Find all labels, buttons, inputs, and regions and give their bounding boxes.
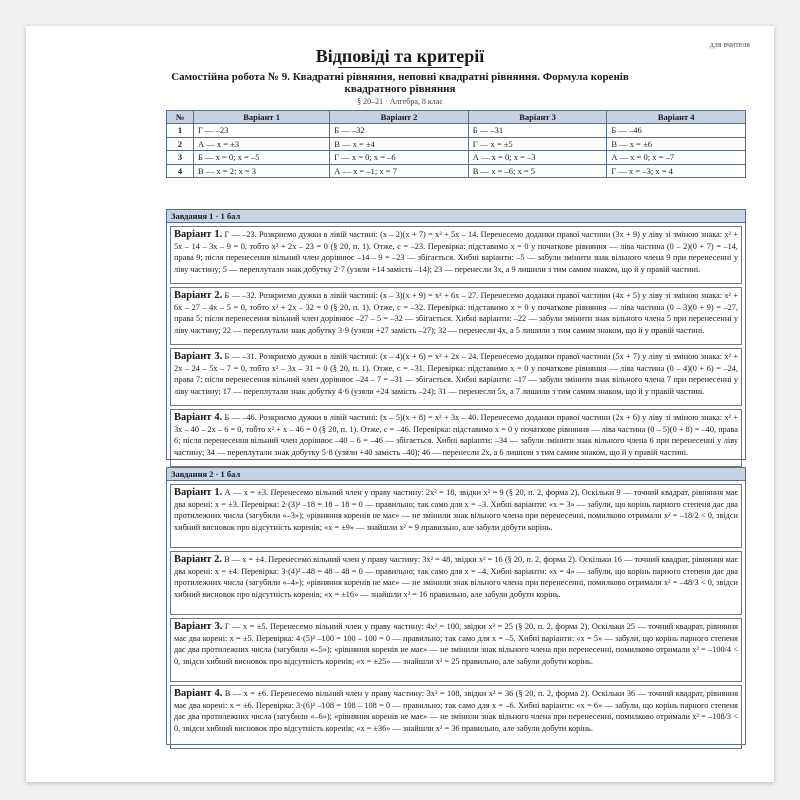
variant-explanation: Б — –46. Розкриємо дужки в лівій частині: (x – 5)(x + 8) = x² + 3x – 40. Перенесемо доданки правої частини (2x + 6) у ліву зі зміною знака: x² + 3x – 40 – 2x – 6 = 0, тобто x² + x – 46 = 0 (§ 20, п. 1). Отже, c = –46. Перевірка: підставимо x = 0 у початкове рівняння — ліва частина (0 – 5)(0 + 8) = –40, права 6; після перенесення вільний член дорівнює –40 – 6 = –46 — збігається. Хибні варіанти: –34 — забули змінити знак вільного члена 6 при перенесенні у ліву частину; 34 — переплутали знак добутку 5·8 (узяли +40 замість –40); 46 — перенесли 2x, а 6 лишили з тим самим знаком, що й у правій частині. [174,413,739,457]
variant-label: Варіант 4. [174,688,223,699]
variant-label: Варіант 1. [174,487,223,498]
column-header-number: № [167,111,194,124]
task-2-section [166,467,746,745]
variant-explanation: А — x = ±3. Перенесемо вільний член у праву частину: 2x² = 18, звідки x² = 9 (§ 20, п. 2, форма 2). Оскільки 9 — точний квадрат, рівняння має два корені: x = ±3. Перевірка: 2·(3)² –18 = 18 – 18 = 0 — правильно; так само для x = –3. Хибні варіанти: «x = 3» — забули, що корінь парного степеня дає два протилежних числа (загубили «–3»); «рівняння коренів не має» — не змінили знак вільного члена при перенесенні, помилково отримали x² = –18/2 < 0, звідси хибний висновок про відсутність коренів; «x = ±9» — знайшли x² = 9 правильно, але забули добути корінь. [174,488,739,532]
table-cell: В — x = ±6 [607,137,746,151]
table-cell: В — x = –6; x = 5 [468,164,607,178]
task-1-section [166,209,746,460]
table-cell: Г — x = 0; x = –6 [330,151,469,165]
variant-label: Варіант 3. [174,351,223,362]
task-2-header: Завдання 2 · 1 бал [167,468,745,481]
task-1-variant-1 [170,226,742,284]
column-header-variant-1: Варіант 1 [194,111,330,124]
task-2-variant-2 [170,551,742,615]
table-cell: В — x = ±4 [330,137,469,151]
variant-label: Варіант 2. [174,290,223,301]
table-cell: Б — –32 [330,124,469,138]
column-header-variant-2: Варіант 2 [330,111,469,124]
column-header-variant-4: Варіант 4 [607,111,746,124]
answer-table [166,110,746,178]
table-cell: В — x = 2; x = 3 [194,164,330,178]
table-cell: А — x = 0; x = –7 [607,151,746,165]
table-cell: Б — –46 [607,124,746,138]
variant-explanation: Г — x = ±5. Перенесемо вільний член у праву частину: 4x² = 100, звідки x² = 25 (§ 20, п. 2, форма 2). Оскільки 25 — точний квадрат, рівняння має два корені: x = ±5. Перевірка: 4·(5)² –100 = 100 – 100 = 0 — правильно; так само для x = –5. Хибні варіанти: «x = 5» — забули, що корінь парного степеня дає два протилежних числа (загубили «–5»); «рівняння коренів не має» — не змінили знак вільного члена при перенесенні, помилково отримали x² = –100/4 < 0, звідси хибний висновок про відсутність коренів; «x = ±25» — знайшли x² = 25 правильно, але забули добути корінь. [174,622,738,666]
table-cell: Г — x = ±5 [468,137,607,151]
table-cell: А — x = ±3 [194,137,330,151]
column-header-variant-3: Варіант 3 [468,111,607,124]
task-2-variant-1 [170,484,742,548]
audience-label: для вчителя [709,40,750,49]
variant-explanation: Б — –32. Розкриємо дужки в лівій частині: (x – 3)(x + 9) = x² + 6x – 27. Перенесемо доданки правої частини (4x + 5) у ліву зі зміною знака: x² + 6x – 27 – 4x – 5 = 0, тобто x² + 2x – 32 = 0 (§ 20, п. 1). Отже, c = –32. Перевірка: підставимо x = 0 у початкове рівняння — ліва частина (0 – 3)(0 + 9) = –27, права 5; після перенесення вільний член дорівнює –27 – 5 = –32 — збігається. Хибні варіанти: –22 — забули змінити знак вільного члена 5 при перенесенні у ліву частину; 22 — переплутали знак добутку 3·9 (узяли +27 замість –27); 32 — перенесли 4x, а 5 лишили з тим самим знаком, що й у правій частині. [174,291,739,335]
page-title: Відповіді та критерії [315,46,485,66]
variant-explanation: Б — –31. Розкриємо дужки в лівій частині: (x – 4)(x + 6) = x² + 2x – 24. Перенесемо доданки правої частини (5x + 7) у ліву зі зміною знака: x² + 2x – 24 – 5x – 7 = 0, тобто x² – 3x – 31 = 0 (§ 20, п. 1). Отже, c = –31. Перевірка: підставимо x = 0 у початкове рівняння — ліва частина (0 – 4)(0 + 6) = –24, права 7; після перенесення вільний член дорівнює –24 – 7 = –31 — збігається. Хибні варіанти: –17 — забули змінити знак вільного члена 7 при перенесенні у ліву частину; 17 — переплутали знак добутку 4·6 (узяли +24 замість –24); 31 — перенесли 5x, а 7 лишили з тим самим знаком, що й у правій частині. [174,352,739,396]
table-row [167,124,746,138]
task-2-variant-3 [170,618,742,682]
page-subtitle: Самостійна робота № 9. Квадратні рівняння, неповні квадратні рівняння. Формула коренів квадратного рівняння [171,71,629,95]
table-cell: А — x = 0; x = –3 [468,151,607,165]
variant-explanation: Г — –23. Розкриємо дужки в лівій частині: (x – 2)(x + 7) = x² + 5x – 14. Перенесемо доданки правої частини (3x + 9) у ліву зі зміною знака: x² + 5x – 14 – 3x – 9 = 0, тобто x² + 2x – 23 = 0 (§ 20, п. 1). Отже, c = –23. Перевірка: підставимо x = 0 у початкове рівняння — ліва частина (0 – 2)(0 + 7) = –14, права 9; після перенесення вільний член дорівнює –14 – 9 = –23 — збігається. Хибні варіанти: –5 — забули змінити знак вільного члена 9 при перенесенні у ліву частину; 5 — переплутали знак добутку 2·7 (узяли +14 замість –14); 23 — перенесли 3x, а 9 лишили з тим самим знаком, що й у правій частині. [174,230,739,274]
variant-label: Варіант 4. [174,412,223,423]
task-1-variant-2 [170,287,742,345]
table-cell: Б — x = 0; x = –5 [194,151,330,165]
answer-sheet-page [26,26,774,782]
table-row [167,137,746,151]
table-cell: Г — –23 [194,124,330,138]
table-cell: Г — x = –3; x = 4 [607,164,746,178]
variant-explanation: В — x = ±6. Перенесемо вільний член у праву частину: 3x² = 108, звідки x² = 36 (§ 20, п. 2, форма 2). Оскільки 36 — точний квадрат, рівняння має два корені: x = ±6. Перевірка: 3·(6)² –108 = 108 – 108 = 0 — правильно; так само для x = –6. Хибні варіанти: «x = 6» — забули, що корінь парного степеня дає два протилежних числа (загубили «–6»); «рівняння коренів не має» — не змінили знак вільного члена при перенесенні, помилково отримали x² = –108/3 < 0, звідси хибний висновок про відсутність коренів; «x = ±36» — знайшли x² = 36 правильно, але забули добути корінь. [174,689,739,733]
title-underline [338,67,462,68]
table-cell: Б — –31 [468,124,607,138]
source-reference: § 20–21 · Алгебра, 8 клас [357,97,443,106]
row-number: 3 [167,151,194,165]
variant-label: Варіант 1. [174,229,223,240]
variant-label: Варіант 2. [174,554,223,565]
row-number: 2 [167,137,194,151]
task-1-header: Завдання 1 · 1 бал [167,210,745,223]
table-row [167,151,746,165]
row-number: 4 [167,164,194,178]
task-1-variant-4 [170,409,742,467]
task-1-variant-3 [170,348,742,406]
task-2-variant-4 [170,685,742,749]
variant-explanation: В — x = ±4. Перенесемо вільний член у праву частину: 3x² = 48, звідки x² = 16 (§ 20, п. 2, форма 2). Оскільки 16 — точний квадрат, рівняння має два корені: x = ±4. Перевірка: 3·(4)² –48 = 48 – 48 = 0 — правильно; так само для x = –4. Хибні варіанти: «x = 4» — забули, що корінь парного степеня дає два протилежних числа (загубили «–4»); «рівняння коренів не має» — не змінили знак вільного члена при перенесенні, помилково отримали x² = –48/3 < 0, звідси хибний висновок про відсутність коренів; «x = ±16» — знайшли x² = 16 правильно, але забули добути корінь. [174,555,739,599]
row-number: 1 [167,124,194,138]
table-row [167,164,746,178]
answer-table-header-row [167,111,746,124]
table-cell: А — x = –1; x = 7 [330,164,469,178]
variant-label: Варіант 3. [174,621,223,632]
